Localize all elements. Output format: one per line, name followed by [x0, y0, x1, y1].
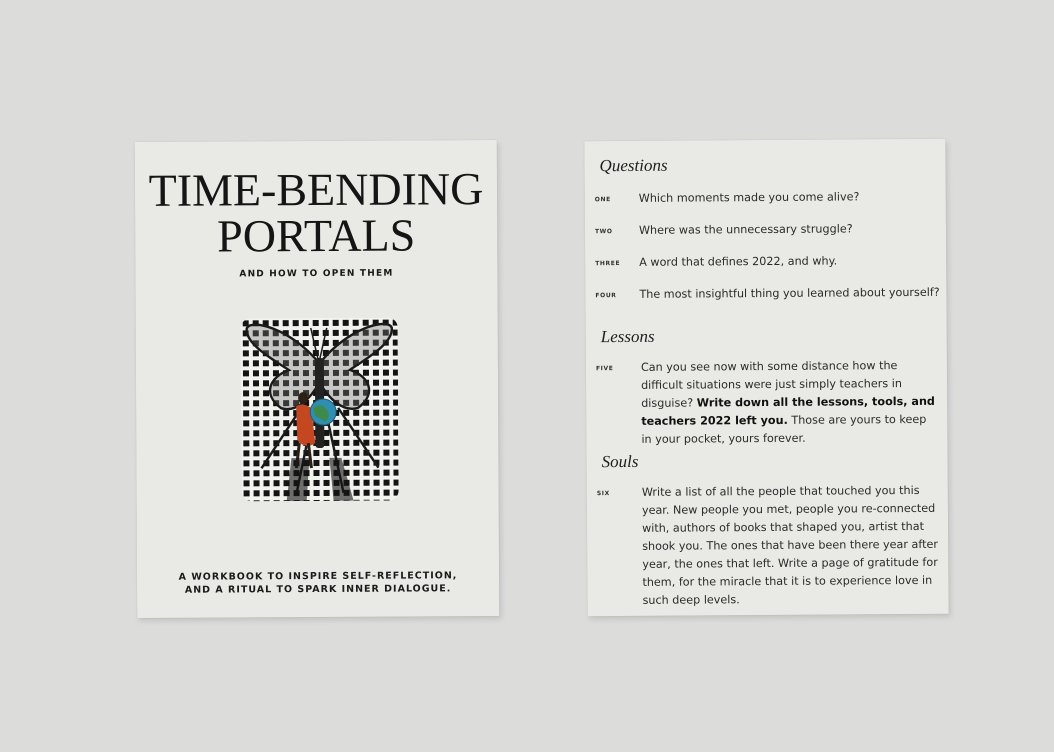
souls-heading: Souls: [601, 451, 639, 472]
cover-subtitle: AND HOW TO OPEN THEM: [239, 268, 394, 280]
question-number: TWO: [594, 228, 613, 236]
lessons-paragraph: [641, 357, 940, 449]
questions-heading: Questions: [599, 155, 668, 176]
lessons-text-2: Those are yours to keep in your pocket, yours forever.: [641, 412, 927, 446]
lessons-heading: Lessons: [600, 326, 655, 347]
question-number: ONE: [594, 196, 611, 204]
souls-number: SIX: [596, 490, 610, 498]
lessons-text-1: Can you see now with some distance how the difficult situations were just simply teachers in disguise?: [640, 359, 902, 410]
question-number: THREE: [595, 260, 621, 268]
question-text: A word that defines 2022, and why.: [639, 254, 838, 269]
tagline-line2: AND A RITUAL TO SPARK INNER DIALOGUE.: [184, 583, 452, 596]
cover-title-line2: PORTALS: [217, 209, 416, 262]
cover-card: [135, 140, 499, 618]
cover-tagline: [137, 569, 499, 597]
question-text: Where was the unnecessary struggle?: [638, 222, 853, 237]
souls-paragraph: Write a list of all the people that touched you this year. New people you met, people you re-connected with, authors of books that shaped you, artist that shook you. The ones that have been there year after year, the ones that left. Write a page of gratitude for them, for the miracle that it is to experience love in such deep levels.: [641, 483, 939, 607]
question-text: Which moments made you come alive?: [638, 190, 860, 205]
tagline-line1: A WORKBOOK TO INSPIRE SELF-REFLECTION,: [178, 570, 458, 583]
question-text: The most insightful thing you learned about yourself?: [639, 285, 940, 301]
inner-page-card: [584, 139, 948, 617]
lessons-text-bold: Write down all the lessons, tools, and teachers 2022 left you.: [641, 394, 935, 428]
cover-artwork: [241, 318, 399, 502]
lesson-number: FIVE: [595, 365, 614, 373]
cover-title-line1: TIME-BENDING: [148, 163, 484, 216]
question-number: FOUR: [595, 292, 617, 300]
